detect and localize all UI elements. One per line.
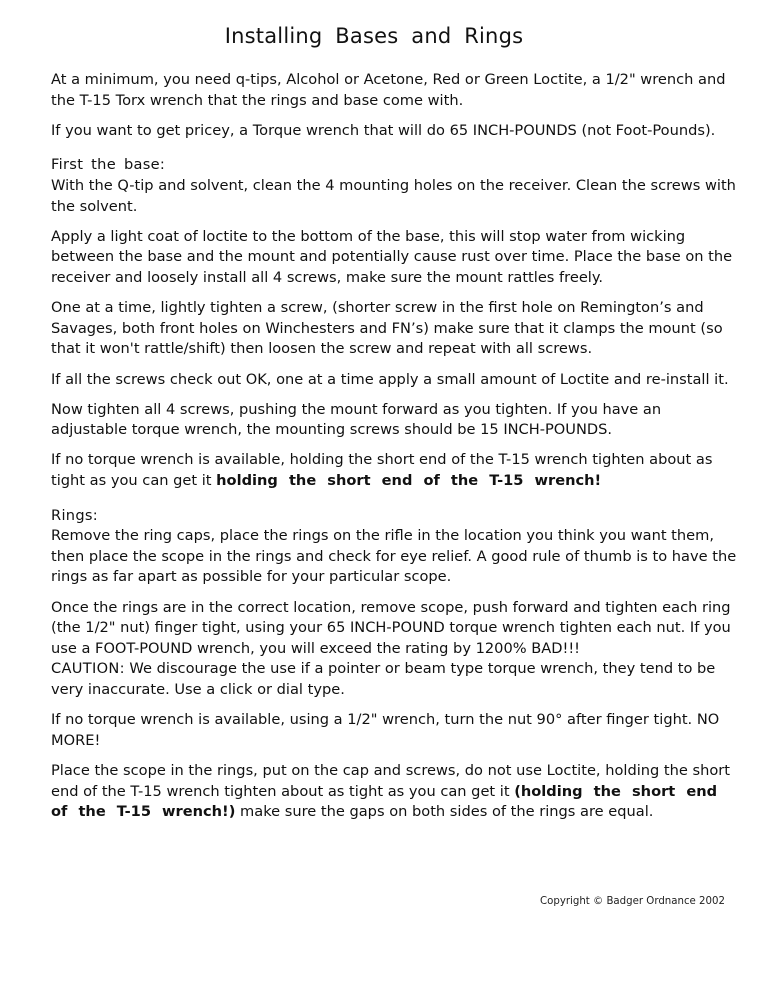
base-section-heading: First the base: (51, 156, 166, 174)
base-paragraph-loctite: Apply a light coat of loctite to the bottom of the base, this will stop water from wicking between the base and the mount and potentially cause rust over time. Place the base on the receiver and loosely install all 4 screws, make sure the mount rattles freely. (51, 227, 733, 286)
rings-paragraph-scope (51, 761, 741, 823)
rings-paragraph-placement: Remove the ring caps, place the rings on the rifle in the location you think you want them, then place the scope in the rings and check for eye relief. A good rule of thumb is to have the rings as far apart as possible for your particular scope. (51, 527, 737, 586)
base-section (51, 155, 741, 217)
caution-text: We discourage the use if a pointer or beam type torque wrench, they tend to be very inaccurate. Use a click or dial type. (51, 660, 716, 698)
rings-scope-text: Place the scope in the rings, put on the cap and screws, do not use Loctite, holding the short end of the T-15 wrench tighten about as tight as you can get it (51, 761, 731, 800)
base-no-torque-emphasis: holding the short end of the T-15 wrench! (216, 472, 602, 490)
base-paragraph-reinstall: If all the screws check out OK, one at a time apply a small amount of Loctite and re-install it. (51, 370, 729, 388)
base-no-torque-text: If no torque wrench is available, holding the short end of the T-15 wrench tighten about as tight as you can get it (51, 451, 713, 490)
rings-paragraph-tighten (51, 598, 741, 701)
rings-section-heading: Rings: (51, 506, 99, 524)
caution-label: CAUTION: (51, 660, 125, 678)
intro-paragraph-supplies: At a minimum, you need q-tips, Alcohol or Acetone, Red or Green Loctite, a 1/2" wrench and the T-15 Torx wrench that the rings and base come with. (51, 71, 726, 109)
base-paragraph-no-torque (51, 450, 741, 491)
rings-scope-emphasis: (holding the short end of the T-15 wrench!) (51, 782, 718, 821)
base-paragraph-tighten: One at a time, lightly tighten a screw, (shorter screw in the first hole on Remington’s and Savages, both front holes on Winchesters and FN’s) make sure that it clamps the mount (so that it won't rattle/shift) then loosen the screw and repeat with all screws. (51, 299, 723, 358)
intro-paragraph-torque: If you want to get pricey, a Torque wrench that will do 65 INCH-POUNDS (not Foot-Pounds). (51, 121, 716, 139)
page-title: Installing Bases and Rings (224, 24, 524, 48)
base-paragraph-clean: With the Q-tip and solvent, clean the 4 mounting holes on the receiver. Clean the screws with the solvent. (51, 176, 736, 215)
rings-paragraph-no-torque: If no torque wrench is available, using a 1/2" wrench, turn the nut 90° after finger tight. NO MORE! (51, 711, 720, 749)
rings-section (51, 506, 741, 588)
copyright-notice: Copyright © Badger Ordnance 2002 (540, 896, 725, 907)
rings-tighten-text: Once the rings are in the correct location, remove scope, push forward and tighten each ring (the 1/2" nut) finger tight, using your 65 INCH-POUND torque wrench tighten each nut. If you use a FOOT-POUND wrench, you will exceed the rating by 1200% BAD!!! (51, 598, 731, 657)
base-paragraph-torque: Now tighten all 4 screws, pushing the mount forward as you tighten. If you have an adjustable torque wrench, the mounting screws should be 15 INCH-POUNDS. (51, 400, 662, 439)
document-body (51, 70, 741, 832)
rings-scope-tail: make sure the gaps on both sides of the rings are equal. (235, 803, 654, 821)
